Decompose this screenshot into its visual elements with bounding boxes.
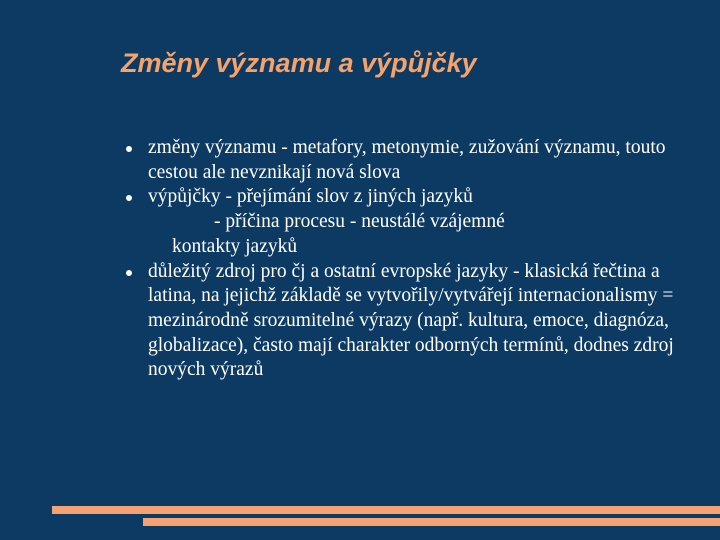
slide-title: Změny významu a výpůjčky <box>121 48 477 78</box>
bullet-text: důležitý zdroj pro čj a ostatní evropské jazyky - klasická řečtina a latina, na jejichž základě se vytvořily/vytvářejí internacionalismy = mezinárodně srozumitelné výrazy (např. kultura, emoce, diagnóza, globalizace), často mají charakter odborných termínů, dodnes zdroj nových výrazů <box>148 260 674 381</box>
bullet-item-meaning-changes <box>0 136 720 185</box>
bullet-dot-icon <box>126 146 132 152</box>
sub-point-line-1: - příčina procesu - neustálé vzájemné <box>214 211 505 233</box>
decorative-bar-bottom <box>143 518 720 526</box>
bullet-list <box>0 136 720 383</box>
decorative-bar-top <box>52 506 720 514</box>
bullet-dot-icon <box>126 270 132 276</box>
sub-point-line-2: kontakty jazyků <box>172 235 298 257</box>
bullet-dot-icon <box>126 195 132 201</box>
bullet-text: změny významu - metafory, metonymie, zužování významu, touto cestou ale nevznikají nová slova <box>148 137 666 183</box>
bullet-item-important-source <box>0 260 720 384</box>
bullet-text: výpůjčky - přejímání slov z jiných jazyků <box>148 186 473 208</box>
bullet-item-borrowings <box>0 185 720 210</box>
